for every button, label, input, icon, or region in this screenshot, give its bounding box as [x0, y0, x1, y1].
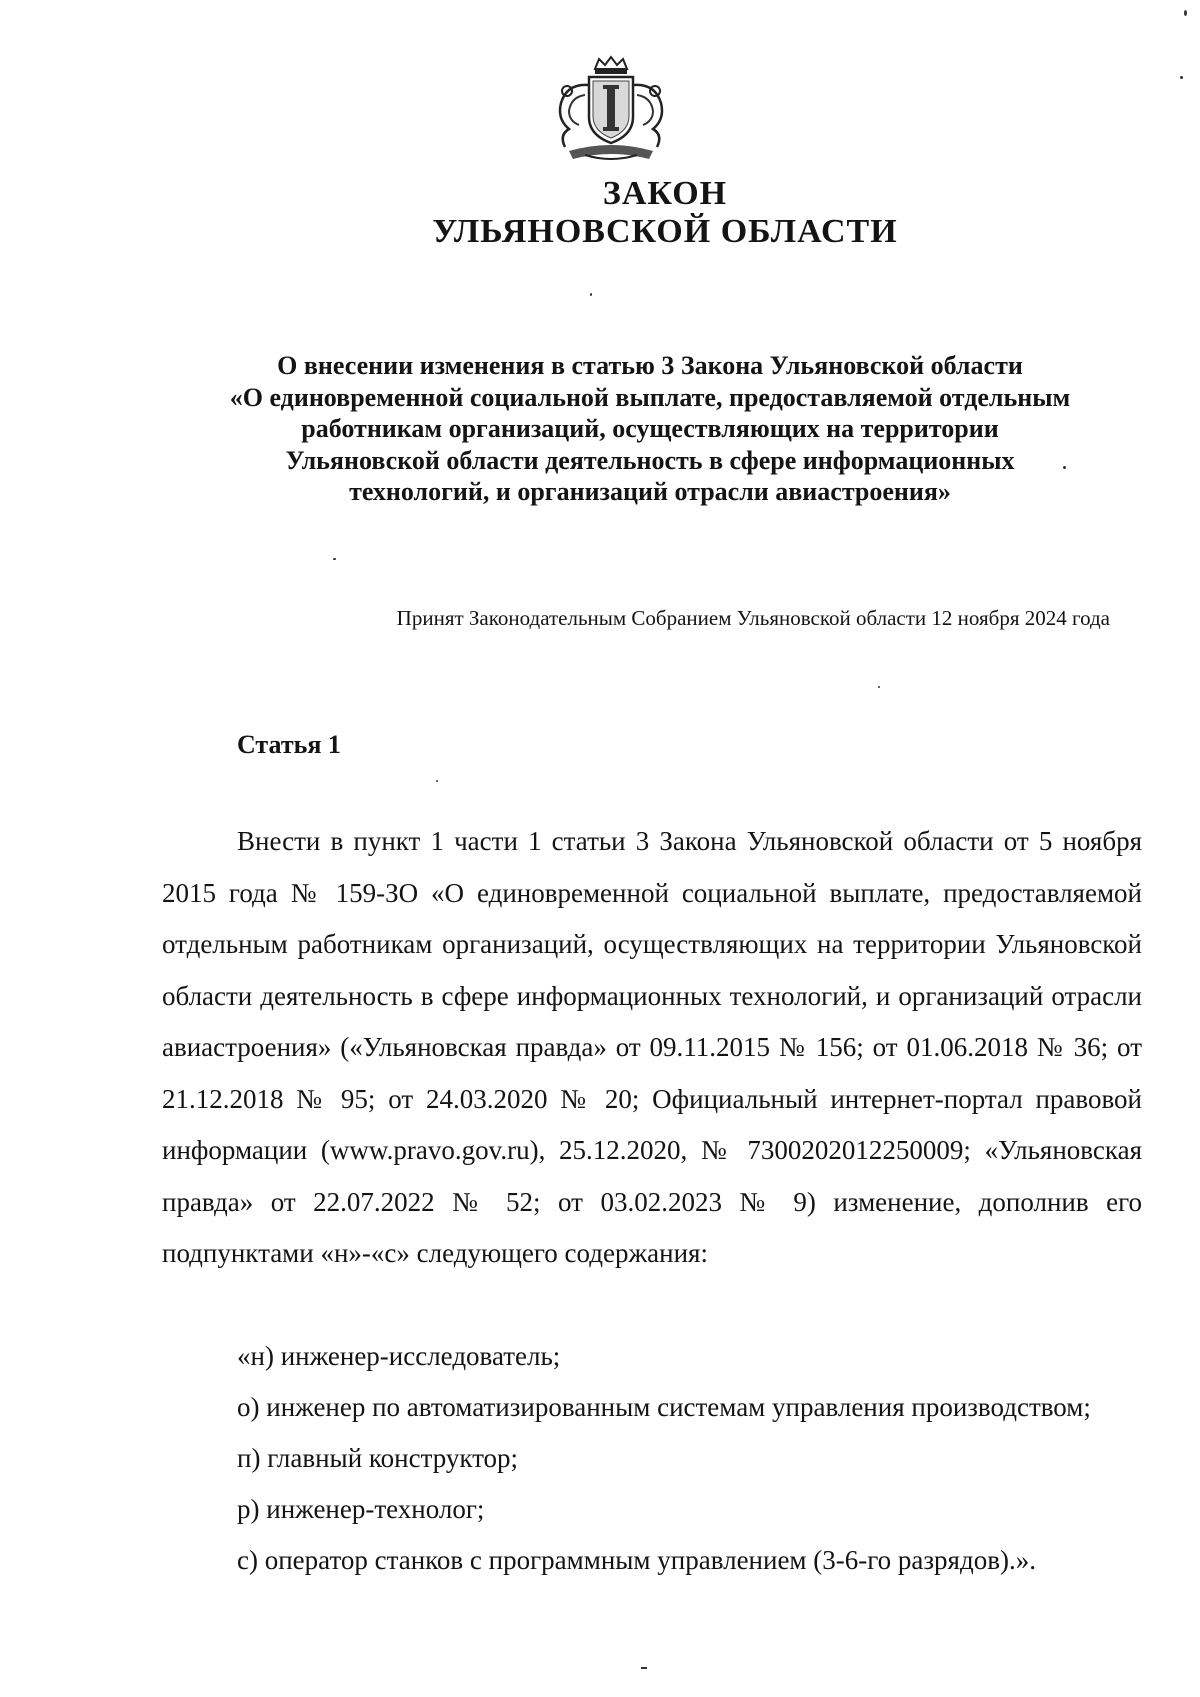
- list-item: о) инженер по автоматизированным системам управления производством;: [237, 1392, 1091, 1422]
- list-item: с) оператор станков с программным управлением (3-6-го разрядов).».: [237, 1545, 1036, 1575]
- scan-speck: [436, 780, 438, 782]
- scan-speck: [1180, 76, 1183, 79]
- adoption-note: Принят Законодательным Собранием Ульяновской области 12 ноября 2024 года: [396, 606, 1110, 630]
- scan-speck: [590, 293, 592, 296]
- scan-speck: [333, 558, 336, 560]
- subject-line: «О единовременной социальной выплате, предоставляемой отдельным: [229, 382, 1071, 412]
- list-item: «н) инженер-исследователь;: [237, 1341, 561, 1371]
- subitems-list: [237, 1331, 1091, 1586]
- list-item: п) главный конструктор;: [237, 1443, 519, 1473]
- subject-line: О внесении изменения в статью 3 Закона Ульяновской области: [277, 351, 1023, 380]
- law-subject-title: [150, 350, 1150, 508]
- law-title-line2: УЛЬЯНОВСКОЙ ОБЛАСТИ: [432, 213, 898, 250]
- scan-speck: [1063, 466, 1066, 469]
- scan-speck: [1184, 10, 1187, 16]
- subject-line: технологий, и организаций отрасли авиастроения»: [349, 477, 951, 506]
- scan-speck: [878, 686, 880, 688]
- subject-line: Ульяновской области деятельность в сфере информационных: [285, 445, 1015, 475]
- article-heading: Статья 1: [237, 730, 341, 759]
- law-title-line1: ЗАКОН: [602, 175, 728, 212]
- coat-of-arms-emblem: [545, 55, 677, 167]
- article-paragraph: Внести в пункт 1 части 1 статьи 3 Закона Ульяновской области от 5 ноября 2015 года № 159-ЗО «О единовременной социальной выплате, предоставляемой отдельным работникам организаций, осуществляющих на территории Ульяновской области деятельность в сфере информационных технологий, и организаций отрасли авиастроения» («Ульяновская правда» от 09.11.2015 № 156; от 01.06.2018 № 36; от 21.12.2018 № 95; от 24.03.2020 № 20; Официальный интернет-портал правовой информации (www.pravo.gov.ru), 25.12.2020, № 7300202012250009; «Ульяновская правда» от 22.07.2022 № 52; от 03.02.2023 № 9) изменение, дополнив его подпунктами «н»-«с» следующего содержания:: [162, 826, 1142, 1268]
- subject-line: работникам организаций, осуществляющих на территории: [301, 414, 999, 443]
- scan-speck: [641, 1667, 647, 1669]
- list-item: р) инженер-технолог;: [237, 1494, 485, 1524]
